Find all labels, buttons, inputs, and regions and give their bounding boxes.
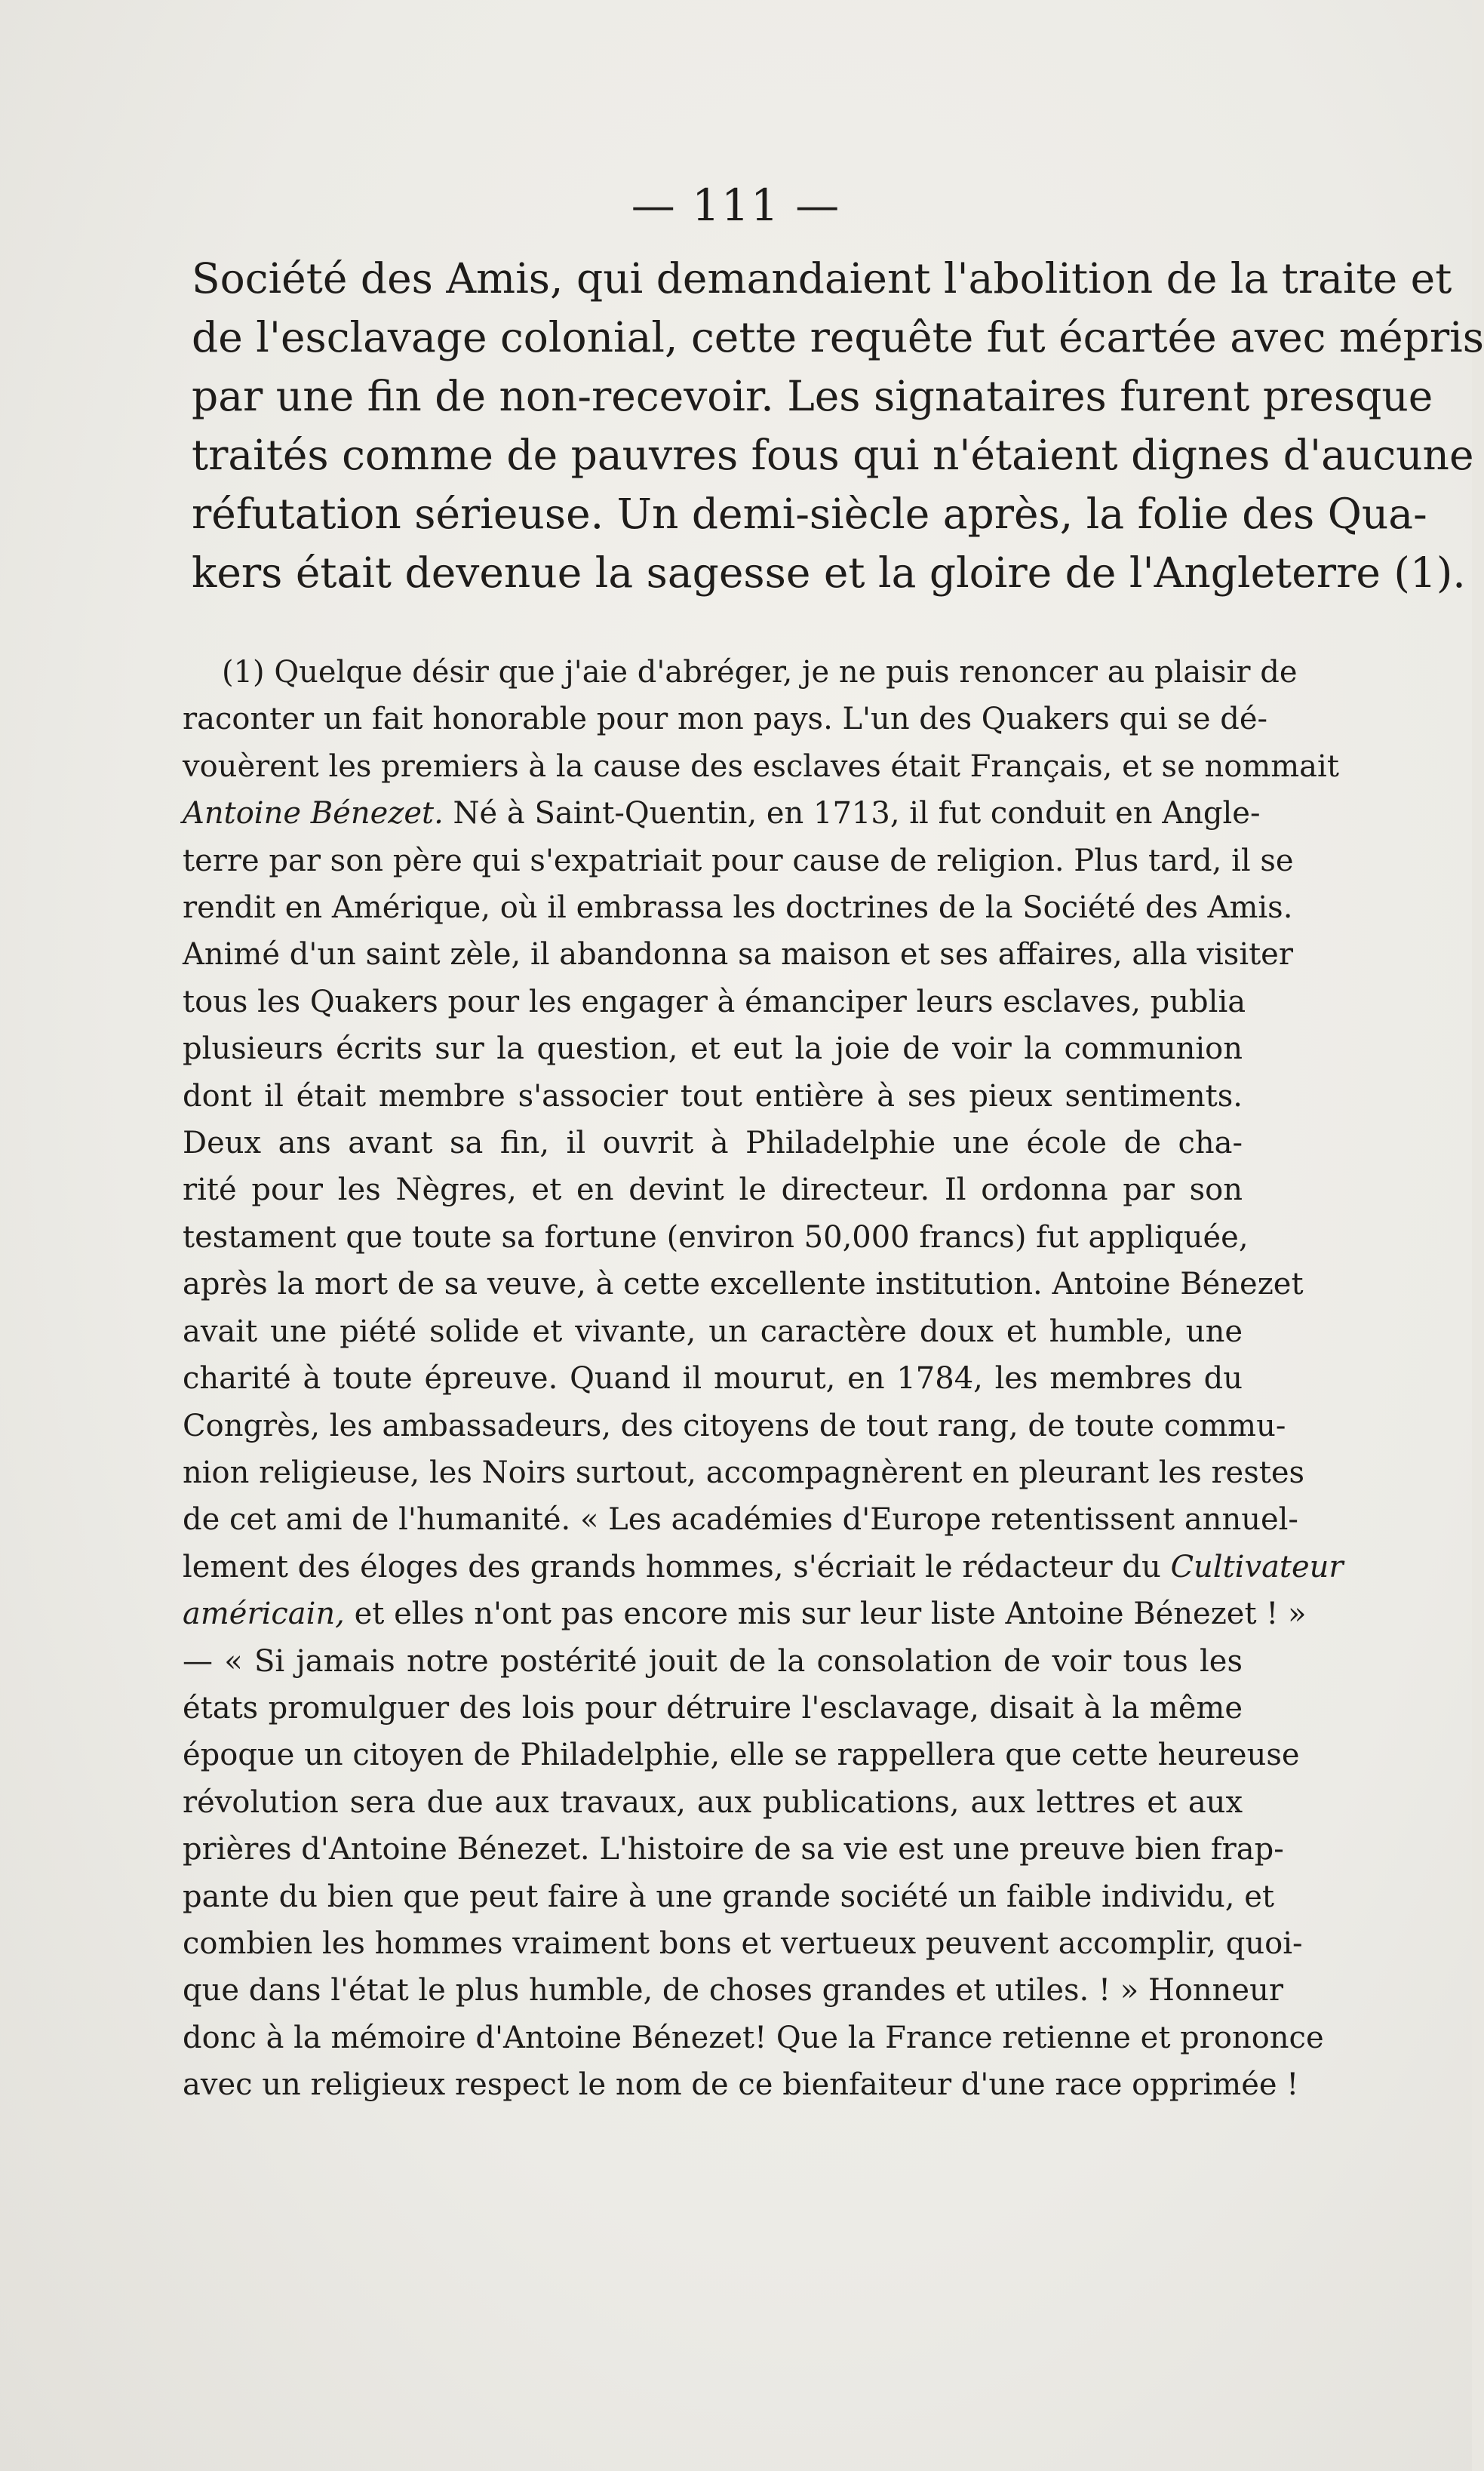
- footnote-line: après la mort de sa veuve, à cette excellente institution. Antoine Bénezet: [183, 1267, 1304, 1302]
- main-text-line: kers était devenue la sagesse et la gloire de l'Angleterre (1).: [192, 549, 1466, 597]
- footnote: [183, 649, 1344, 2109]
- footnote-line: (1) Quelque désir que j'aie d'abréger, je ne puis renoncer au plaisir de: [222, 655, 1298, 690]
- footnote-line: dont il était membre s'associer tout entière à ses pieux sentiments.: [183, 1078, 1243, 1114]
- footnote-line: Congrès, les ambassadeurs, des citoyens de tout rang, de toute commu-: [183, 1408, 1286, 1443]
- footnote-line: charité à toute épreuve. Quand il mourut, en 1784, les membres du: [183, 1361, 1243, 1397]
- footnote-line: rendit en Amérique, où il embrassa les doctrines de la Société des Amis.: [183, 890, 1293, 926]
- footnote-line: époque un citoyen de Philadelphie, elle se rappellera que cette heureuse: [183, 1738, 1300, 1773]
- footnote-line: avec un religieux respect le nom de ce bienfaiteur d'une race opprimée !: [183, 2067, 1299, 2103]
- footnote-line: plusieurs écrits sur la question, et eut la joie de voir la communion: [183, 1031, 1243, 1067]
- footnote-line: terre par son père qui s'expatriait pour cause de religion. Plus tard, il se: [183, 843, 1294, 878]
- footnote-line: combien les hommes vraiment bons et vertueux peuvent accomplir, quoi-: [183, 1925, 1303, 1961]
- footnote-line: avait une piété solide et vivante, un caractère doux et humble, une: [183, 1314, 1243, 1349]
- footnote-italic-title: Cultivateur: [1170, 1549, 1344, 1584]
- main-text-line: de l'esclavage colonial, cette requête fut écartée avec mépris: [192, 313, 1484, 361]
- footnote-line: que dans l'état le plus humble, de choses grandes et utiles. ! » Honneur: [183, 1973, 1283, 2008]
- footnote-line: donc à la mémoire d'Antoine Bénezet! Que la France retienne et prononce: [183, 2020, 1324, 2055]
- main-text-line: réfutation sérieuse. Un demi-siècle après, la folie des Qua-: [192, 490, 1427, 538]
- footnote-line-text: lement des éloges des grands hommes, s'écriait le rédacteur du: [183, 1549, 1171, 1584]
- footnote-line: tous les Quakers pour les engager à émanciper leurs esclaves, publia: [183, 984, 1246, 1019]
- footnote-line: [183, 1590, 1307, 1637]
- footnote-line: [183, 790, 1261, 837]
- footnote-line: Deux ans avant sa fin, il ouvrit à Philadelphie une école de cha-: [183, 1126, 1243, 1161]
- footnote-line: vouèrent les premiers à la cause des esclaves était Français, et se nommait: [183, 748, 1339, 784]
- footnote-line: raconter un fait honorable pour mon pays. L'un des Quakers qui se dé-: [183, 702, 1268, 737]
- footnote-italic-title: américain,: [183, 1597, 345, 1632]
- footnote-line: pante du bien que peut faire à une grande société un faible individu, et: [183, 1879, 1274, 1914]
- footnote-line: nion religieuse, les Noirs surtout, accompagnèrent en pleurant les restes: [183, 1455, 1305, 1490]
- footnote-line-text: Né à Saint-Quentin, en 1713, il fut conduit en Angle-: [443, 796, 1261, 831]
- footnote-line: Animé d'un saint zèle, il abandonna sa maison et ses affaires, alla visiter: [183, 937, 1293, 973]
- footnote-line: rité pour les Nègres, et en devint le directeur. Il ordonna par son: [183, 1172, 1243, 1208]
- main-text: [192, 249, 1484, 602]
- footnote-line: prières d'Antoine Bénezet. L'histoire de sa vie est une preuve bien frap-: [183, 1832, 1284, 1867]
- page-number: — 111 —: [631, 180, 841, 231]
- footnote-line: [183, 1544, 1344, 1590]
- footnote-line: de cet ami de l'humanité. « Les académies d'Europe retentissent annuel-: [183, 1502, 1298, 1538]
- footnote-line: — « Si jamais notre postérité jouit de la consolation de voir tous les: [183, 1643, 1243, 1679]
- footnote-italic-name: Antoine Bénezet.: [183, 796, 444, 831]
- main-text-line: Société des Amis, qui demandaient l'abolition de la traite et: [192, 254, 1452, 303]
- footnote-line: états promulguer des lois pour détruire l'esclavage, disait à la même: [183, 1690, 1243, 1726]
- footnote-line: révolution sera due aux travaux, aux publications, aux lettres et aux: [183, 1784, 1243, 1820]
- footnote-line: testament que toute sa fortune (environ 50,000 francs) fut appliquée,: [183, 1219, 1249, 1255]
- main-text-line: par une fin de non-recevoir. Les signataires furent presque: [192, 372, 1433, 420]
- footnote-line-text: et elles n'ont pas encore mis sur leur liste Antoine Bénezet ! »: [344, 1597, 1307, 1632]
- main-text-line: traités comme de pauvres fous qui n'étaient dignes d'aucune: [192, 431, 1474, 479]
